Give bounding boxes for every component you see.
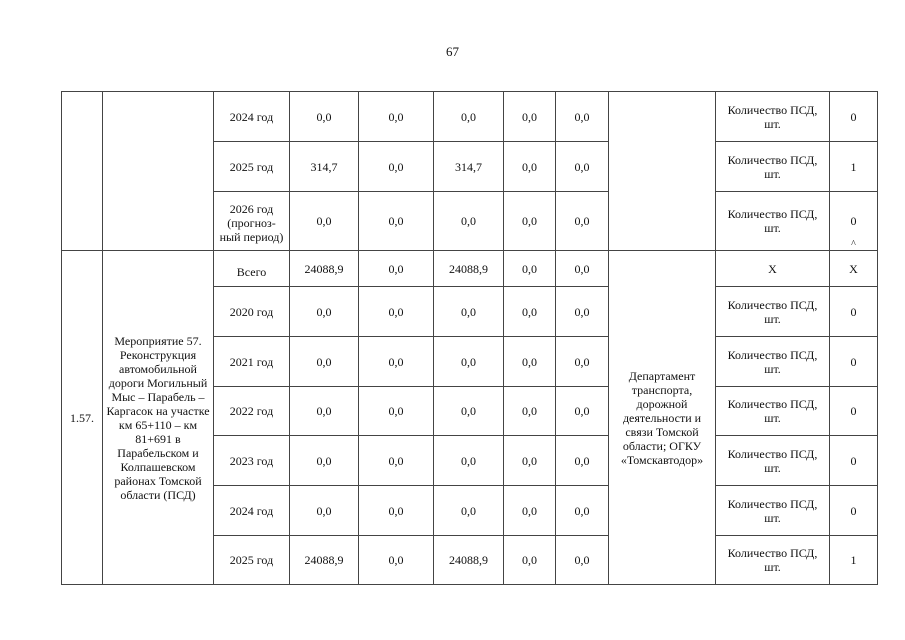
count-cell: 1 (830, 536, 878, 585)
value-cell: 0,0 (434, 436, 504, 486)
count-cell: 1 (830, 142, 878, 192)
count-cell: 0 (830, 387, 878, 436)
count-cell: Х (830, 251, 878, 287)
value-cell: 0,0 (504, 436, 556, 486)
year-cell: 2020 год (214, 287, 290, 337)
value-cell: 0,0 (556, 192, 609, 251)
value-cell: 0,0 (504, 337, 556, 387)
indicator-cell: Количество ПСД, шт. (716, 436, 830, 486)
responsible-executor: Департамент транспорта, дорожной деятельности и связи Томской области; ОГКУ «Томскавтодор» (609, 251, 716, 585)
value-cell: 0,0 (434, 287, 504, 337)
value-cell: 0,0 (290, 192, 359, 251)
value-cell: 0,0 (556, 337, 609, 387)
event-description: Мероприятие 57. Реконструкция автомобильной дороги Могильный Мыс – Парабель – Каргасок на участке км 65+110 – км 81+691 в Парабельском и Колпашевском районах Томской области (ПСД) (103, 251, 214, 585)
value-cell: 0,0 (556, 251, 609, 287)
section-number: 1.57. (62, 251, 103, 585)
page-number: 67 (446, 44, 459, 59)
indicator-cell: Количество ПСД, шт. (716, 92, 830, 142)
indicator-cell: Количество ПСД, шт. (716, 192, 830, 251)
value-cell: 0,0 (504, 387, 556, 436)
value-cell: 0,0 (556, 142, 609, 192)
value-cell: 314,7 (290, 142, 359, 192)
indicator-cell: Количество ПСД, шт. (716, 486, 830, 536)
value-cell: 0,0 (556, 287, 609, 337)
year-cell: 2025 год (214, 536, 290, 585)
value-cell: 0,0 (556, 536, 609, 585)
value-cell: 0,0 (434, 337, 504, 387)
value-cell: 0,0 (290, 287, 359, 337)
value-cell: 314,7 (434, 142, 504, 192)
value-cell: 0,0 (504, 287, 556, 337)
value-cell: 0,0 (359, 92, 434, 142)
value-cell: 0,0 (434, 192, 504, 251)
value-cell: 0,0 (434, 486, 504, 536)
value-cell: 0,0 (504, 92, 556, 142)
value-cell: 0,0 (290, 387, 359, 436)
value-cell: 0,0 (359, 387, 434, 436)
value-cell: 0,0 (359, 287, 434, 337)
table-row (62, 251, 878, 287)
value-cell: 0,0 (359, 536, 434, 585)
count-cell: 0 (830, 436, 878, 486)
indicator-cell: Количество ПСД, шт. (716, 287, 830, 337)
year-cell: 2022 год (214, 387, 290, 436)
budget-table (61, 91, 878, 585)
count-cell (830, 192, 878, 251)
value-cell: 24088,9 (434, 251, 504, 287)
value-cell: 0,0 (556, 436, 609, 486)
value-cell: 0,0 (290, 337, 359, 387)
year-cell: 2021 год (214, 337, 290, 387)
year-cell: 2025 год (214, 142, 290, 192)
indicator-cell: Х (716, 251, 830, 287)
count-cell: 0 (830, 92, 878, 142)
count-cell: 0 (830, 486, 878, 536)
value-cell: 0,0 (359, 142, 434, 192)
year-cell: 2024 год (214, 92, 290, 142)
value-cell: 0,0 (359, 251, 434, 287)
value-cell: 0,0 (504, 251, 556, 287)
year-cell: 2023 год (214, 436, 290, 486)
value-cell: 0,0 (359, 192, 434, 251)
value-cell: 0,0 (359, 337, 434, 387)
value-cell: 0,0 (504, 536, 556, 585)
indicator-cell: Количество ПСД, шт. (716, 536, 830, 585)
indicator-cell: Количество ПСД, шт. (716, 387, 830, 436)
value-cell: 0,0 (290, 92, 359, 142)
count-cell: 0 (830, 287, 878, 337)
value-cell: 0,0 (504, 486, 556, 536)
value-cell: 0,0 (556, 486, 609, 536)
year-cell: 2024 год (214, 486, 290, 536)
table-row (62, 92, 878, 142)
value-cell: 0,0 (504, 192, 556, 251)
year-cell: 2026 год (прогноз-ный период) (214, 192, 290, 251)
value-cell: 0,0 (504, 142, 556, 192)
value-cell: 0,0 (556, 92, 609, 142)
year-cell: Всего (214, 251, 290, 287)
value-cell: 0,0 (290, 436, 359, 486)
value-cell: 24088,9 (434, 536, 504, 585)
count-value: 0 (850, 214, 857, 228)
count-cell: 0 (830, 337, 878, 387)
responsible-cell (609, 92, 716, 251)
value-cell: 0,0 (434, 92, 504, 142)
cutoff-mark: ^ (851, 239, 856, 250)
value-cell: 0,0 (359, 436, 434, 486)
value-cell: 24088,9 (290, 536, 359, 585)
value-cell: 24088,9 (290, 251, 359, 287)
value-cell: 0,0 (556, 387, 609, 436)
value-cell: 0,0 (359, 486, 434, 536)
value-cell: 0,0 (290, 486, 359, 536)
event-cell (103, 92, 214, 251)
indicator-cell: Количество ПСД, шт. (716, 337, 830, 387)
number-cell (62, 92, 103, 251)
indicator-cell: Количество ПСД, шт. (716, 142, 830, 192)
value-cell: 0,0 (434, 387, 504, 436)
